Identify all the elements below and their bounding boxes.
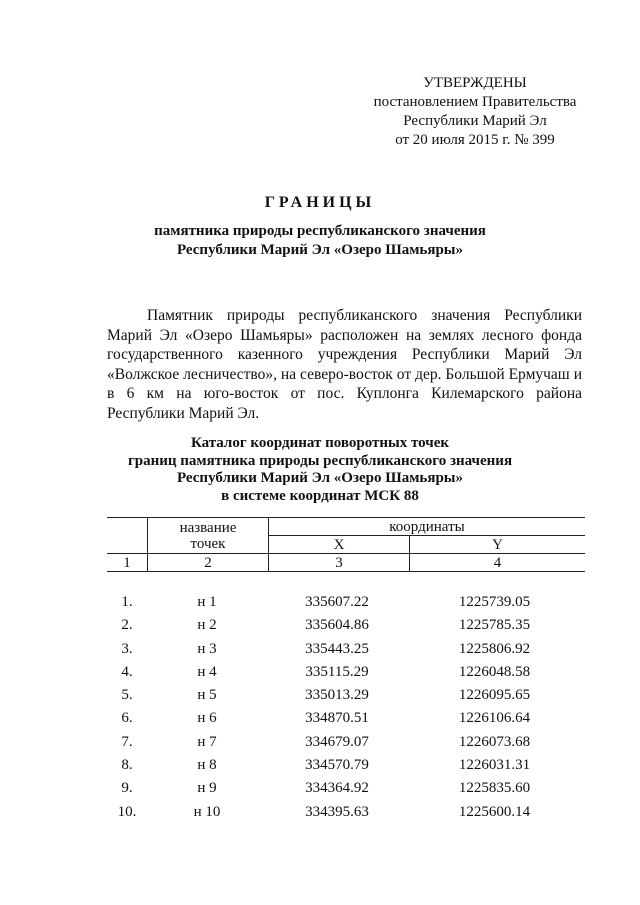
row-number: 5. [121,687,133,704]
row-number: 3. [121,640,133,657]
coordinate-x: 335607.22 [305,594,369,610]
row-number: 1. [121,594,133,610]
header-name-cell [148,518,269,554]
coordinate-y: 1226048.58 [458,663,531,680]
intro-text: Памятник природы республиканского значения Республики Марий Эл «Озеро Шамьяры» расположен на землях лесного фонда государственного казенного учреждения Республики Марий Эл «Волжское лесничество», на северо-восток от дер. Большой Ермучаш и в 6 км на юго-восток от пос. Куплонга Килемарского района Республики Марий Эл. [107,307,582,422]
coordinates-table-header [107,517,585,572]
point-name: н 4 [197,663,217,680]
table-row [107,804,582,827]
table-row [107,710,582,733]
coordinate-y: 1226095.65 [458,687,531,704]
header-y: Y [410,536,586,554]
table-row [107,780,582,803]
catalog-title-line-4: в системе координат МСК 88 [221,487,419,504]
point-name: н 9 [197,780,217,797]
point-name: н 5 [197,687,217,704]
header-colnum-2: 2 [148,554,269,572]
intro-paragraph [107,306,582,423]
approval-resolution: постановлением Правительства [373,94,577,110]
table-row [107,617,582,640]
coordinate-y: 1225785.35 [458,617,531,634]
subtitle-line-2: Республики Марий Эл «Озеро Шамьяры» [176,242,464,258]
header-name-line-1: название [179,519,237,536]
header-name-line-2: точек [190,535,226,552]
coordinate-x: 334364.92 [305,780,369,797]
catalog-title-line-3: Республики Марий Эл «Озеро Шамьяры» [176,470,464,486]
table-row [107,641,582,664]
approval-heading: УТВЕРЖДЕНЫ [423,75,527,91]
coordinate-y: 1225806.92 [458,640,531,657]
coordinate-y: 1225600.14 [458,803,531,820]
coordinate-x: 334570.79 [305,757,369,774]
row-number: 8. [121,757,133,774]
approval-republic: Республики Марий Эл [403,113,547,129]
header-num-cell [107,518,148,554]
coordinate-y: 1226031.31 [458,757,531,774]
point-name: н 8 [197,757,217,774]
coordinate-y: 1226106.64 [458,710,531,727]
table-row [107,687,582,710]
catalog-title-line-2: границ памятника природы республиканского значения [127,452,513,469]
point-name: н 10 [193,803,221,820]
point-name: н 7 [197,733,217,750]
row-number: 7. [121,733,133,750]
row-number: 2. [121,617,133,634]
table-row [107,664,582,687]
document-title: ГРАНИЦЫ [264,194,376,211]
row-number: 10. [117,803,137,820]
row-number: 6. [121,710,133,727]
approval-block [360,74,590,150]
subtitle-line-1: памятника природы республиканского значения [154,223,486,239]
point-name: н 3 [197,640,217,657]
point-name: н 6 [197,710,217,727]
table-row [107,757,582,780]
header-coordinates: координаты [269,518,586,536]
coordinate-y: 1225835.60 [458,780,531,797]
coordinate-y: 1226073.68 [458,733,531,750]
table-row [107,594,582,617]
coordinate-y: 1225739.05 [458,594,531,610]
point-name: н 2 [197,617,217,634]
document-subtitle [0,222,640,260]
header-colnum-3: 3 [269,554,410,572]
table-row [107,734,582,757]
approval-date-number: от 20 июля 2015 г. № 399 [395,132,555,148]
coordinate-x: 335443.25 [305,640,369,657]
coordinate-x: 335013.29 [305,687,369,704]
header-colnum-4: 4 [410,554,586,572]
coordinate-x: 334870.51 [305,710,369,727]
coordinate-x: 334395.63 [305,803,369,820]
coordinate-x: 335604.86 [305,617,369,634]
coordinates-rows [107,594,582,827]
catalog-title [0,435,640,505]
catalog-title-line-1: Каталог координат поворотных точек [190,435,450,451]
header-colnum-1: 1 [107,554,148,572]
row-number: 4. [121,663,133,680]
point-name: н 1 [197,594,217,610]
header-x: X [269,536,410,554]
coordinate-x: 334679.07 [305,733,369,750]
row-number: 9. [121,780,133,797]
coordinate-x: 335115.29 [305,663,369,680]
